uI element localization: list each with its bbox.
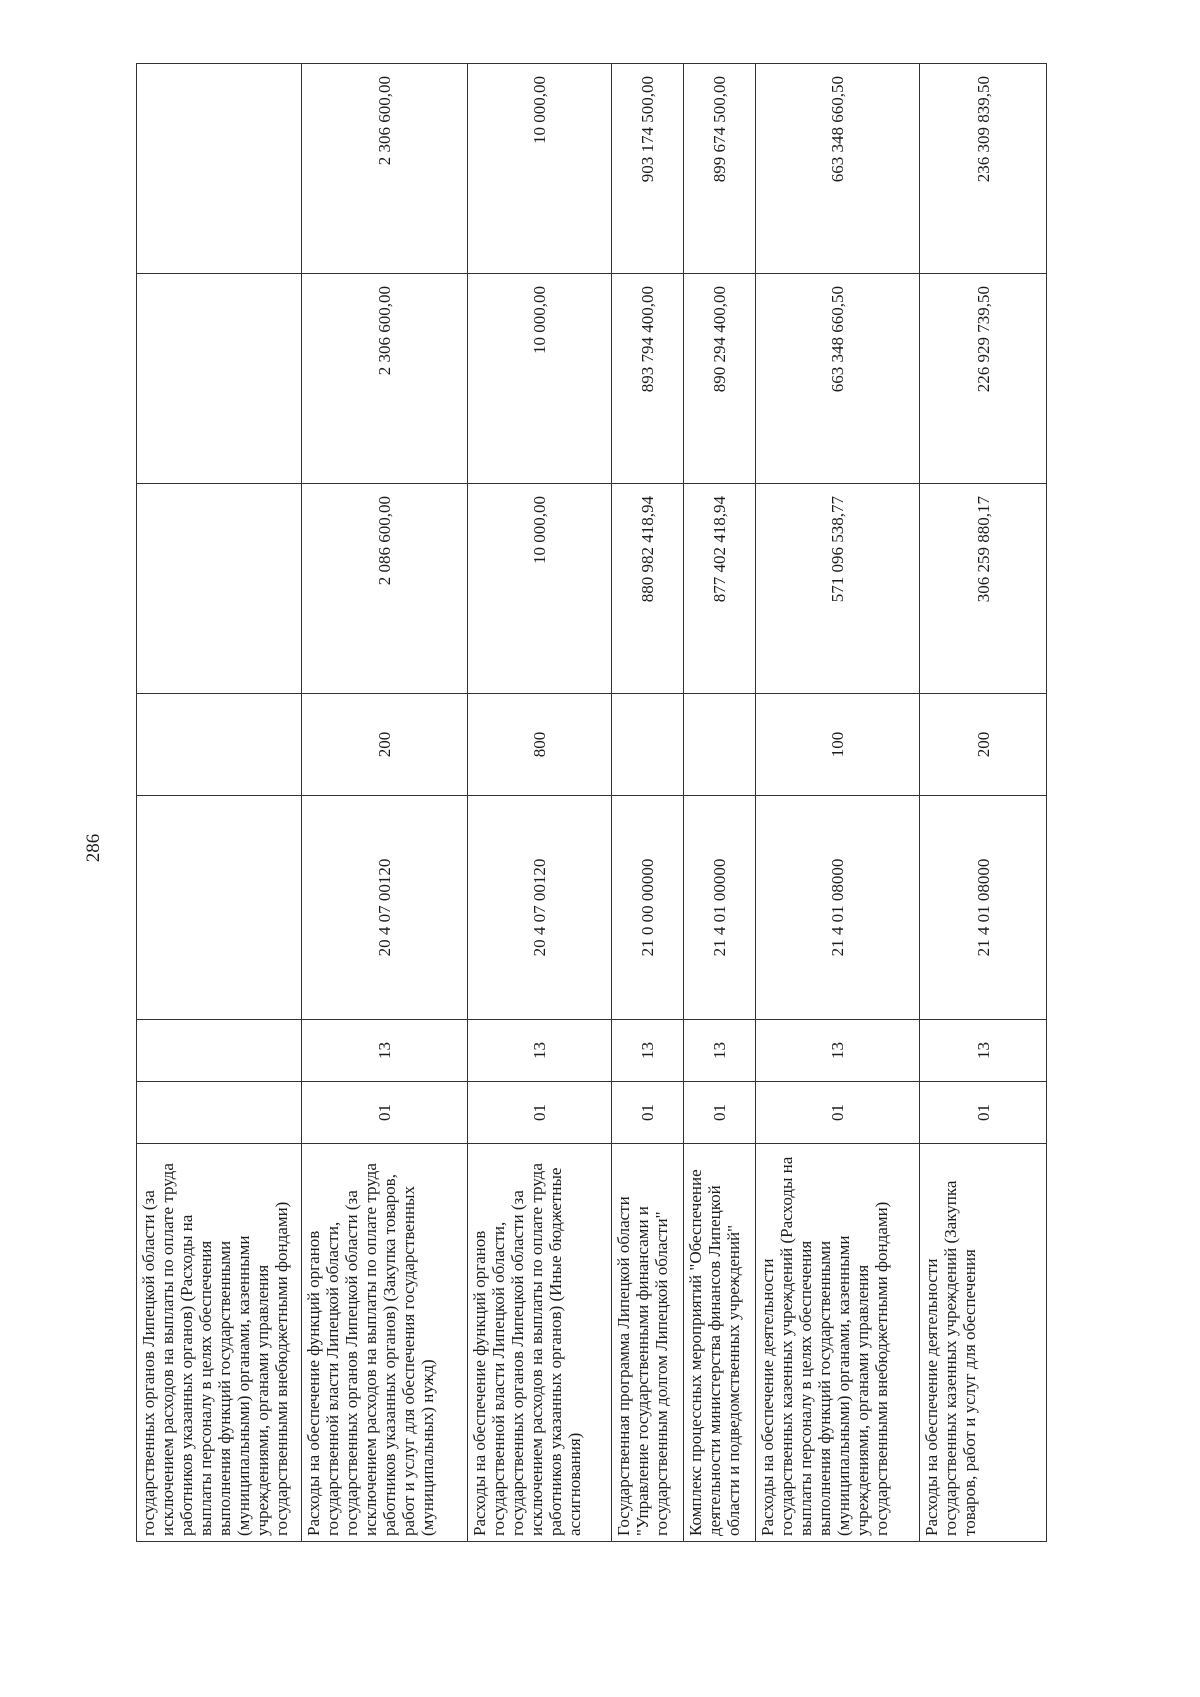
table-row: [756, 64, 920, 1542]
table-row: [612, 64, 684, 1542]
row-podrazdel: 13: [302, 1020, 468, 1082]
table-row: [302, 64, 468, 1542]
row-description: государственных органов Липецкой области (за исключением расходов на выплаты по оплате труда работников указанных органов) (Расходы на выплаты персоналу в целях обеспечения выполнения функций государственными (муниципальными) органами, казенными учреждениями, органами управления государственными внебюджетными фондами): [137, 1144, 302, 1542]
row-podrazdel: [137, 1020, 302, 1082]
row-target-article: 21 0 00 00000: [612, 796, 684, 1020]
row-expense-type: 100: [756, 694, 920, 796]
row-razdel: 01: [468, 1082, 612, 1144]
row-sum-3: 10 000,00: [468, 64, 612, 274]
table-row: [137, 64, 302, 1542]
row-target-article: [137, 796, 302, 1020]
table-row: [920, 64, 1047, 1542]
row-razdel: 01: [920, 1082, 1047, 1144]
table-row: [468, 64, 612, 1542]
row-expense-type: 200: [920, 694, 1047, 796]
row-sum-3: [137, 64, 302, 274]
table-row: [684, 64, 756, 1542]
row-description: Комплекс процессных мероприятий "Обеспечение деятельности министерства финансов Липецкой области и подведомственных учреждений": [684, 1144, 756, 1542]
row-description: Расходы на обеспечение деятельности государственных казенных учреждений (Расходы на выплаты персоналу в целях обеспечения выполнения функций государственными (муниципальными) органами, казенными учреждениями, органами управления государственными внебюджетными фондами): [756, 1144, 920, 1542]
row-description: Расходы на обеспечение функций органов государственной власти Липецкой области, государственных органов Липецкой области (за исключением расходов на выплаты по оплате труда работников указанных органов) (Закупка товаров, работ и услуг для обеспечения государственных (муниципальных) нужд): [302, 1144, 468, 1542]
row-razdel: 01: [756, 1082, 920, 1144]
row-sum-2: 10 000,00: [468, 274, 612, 484]
row-sum-2: 2 306 600,00: [302, 274, 468, 484]
row-expense-type: [684, 694, 756, 796]
row-sum-1: 10 000,00: [468, 484, 612, 694]
row-description: Государственная программа Липецкой области "Управление государственными финансами и государственным долгом Липецкой области": [612, 1144, 684, 1542]
row-sum-3: 899 674 500,00: [684, 64, 756, 274]
row-target-article: 21 4 01 08000: [920, 796, 1047, 1020]
row-razdel: 01: [684, 1082, 756, 1144]
row-podrazdel: 13: [756, 1020, 920, 1082]
row-target-article: 20 4 07 00120: [302, 796, 468, 1020]
row-target-article: 21 4 01 00000: [684, 796, 756, 1020]
budget-table-frame: [136, 64, 1046, 1542]
row-sum-2: 890 294 400,00: [684, 274, 756, 484]
budget-table: [136, 63, 1047, 1542]
row-sum-2: [137, 274, 302, 484]
row-sum-2: 226 929 739,50: [920, 274, 1047, 484]
row-description: Расходы на обеспечение функций органов государственной власти Липецкой области, государственных органов Липецкой области (за исключением расходов на выплаты по оплате труда работников указанных органов) (Иные бюджетные ассигнования): [468, 1144, 612, 1542]
row-expense-type: [612, 694, 684, 796]
row-sum-3: 663 348 660,50: [756, 64, 920, 274]
row-podrazdel: 13: [684, 1020, 756, 1082]
row-description: Расходы на обеспечение деятельности государственных казенных учреждений (Закупка товаров, работ и услуг для обеспечения: [920, 1144, 1047, 1542]
row-sum-3: 2 306 600,00: [302, 64, 468, 274]
row-sum-1: [137, 484, 302, 694]
row-expense-type: 200: [302, 694, 468, 796]
row-target-article: 21 4 01 08000: [756, 796, 920, 1020]
page-number: 286: [83, 833, 104, 863]
row-podrazdel: 13: [920, 1020, 1047, 1082]
row-target-article: 20 4 07 00120: [468, 796, 612, 1020]
row-razdel: [137, 1082, 302, 1144]
row-sum-1: 2 086 600,00: [302, 484, 468, 694]
row-podrazdel: 13: [468, 1020, 612, 1082]
row-podrazdel: 13: [612, 1020, 684, 1082]
row-sum-1: 306 259 880,17: [920, 484, 1047, 694]
row-sum-3: 903 174 500,00: [612, 64, 684, 274]
row-sum-2: 893 794 400,00: [612, 274, 684, 484]
row-razdel: 01: [612, 1082, 684, 1144]
row-sum-1: 571 096 538,77: [756, 484, 920, 694]
row-expense-type: [137, 694, 302, 796]
row-sum-1: 880 982 418,94: [612, 484, 684, 694]
row-sum-2: 663 348 660,50: [756, 274, 920, 484]
row-sum-1: 877 402 418,94: [684, 484, 756, 694]
row-expense-type: 800: [468, 694, 612, 796]
row-sum-3: 236 309 839,50: [920, 64, 1047, 274]
row-razdel: 01: [302, 1082, 468, 1144]
